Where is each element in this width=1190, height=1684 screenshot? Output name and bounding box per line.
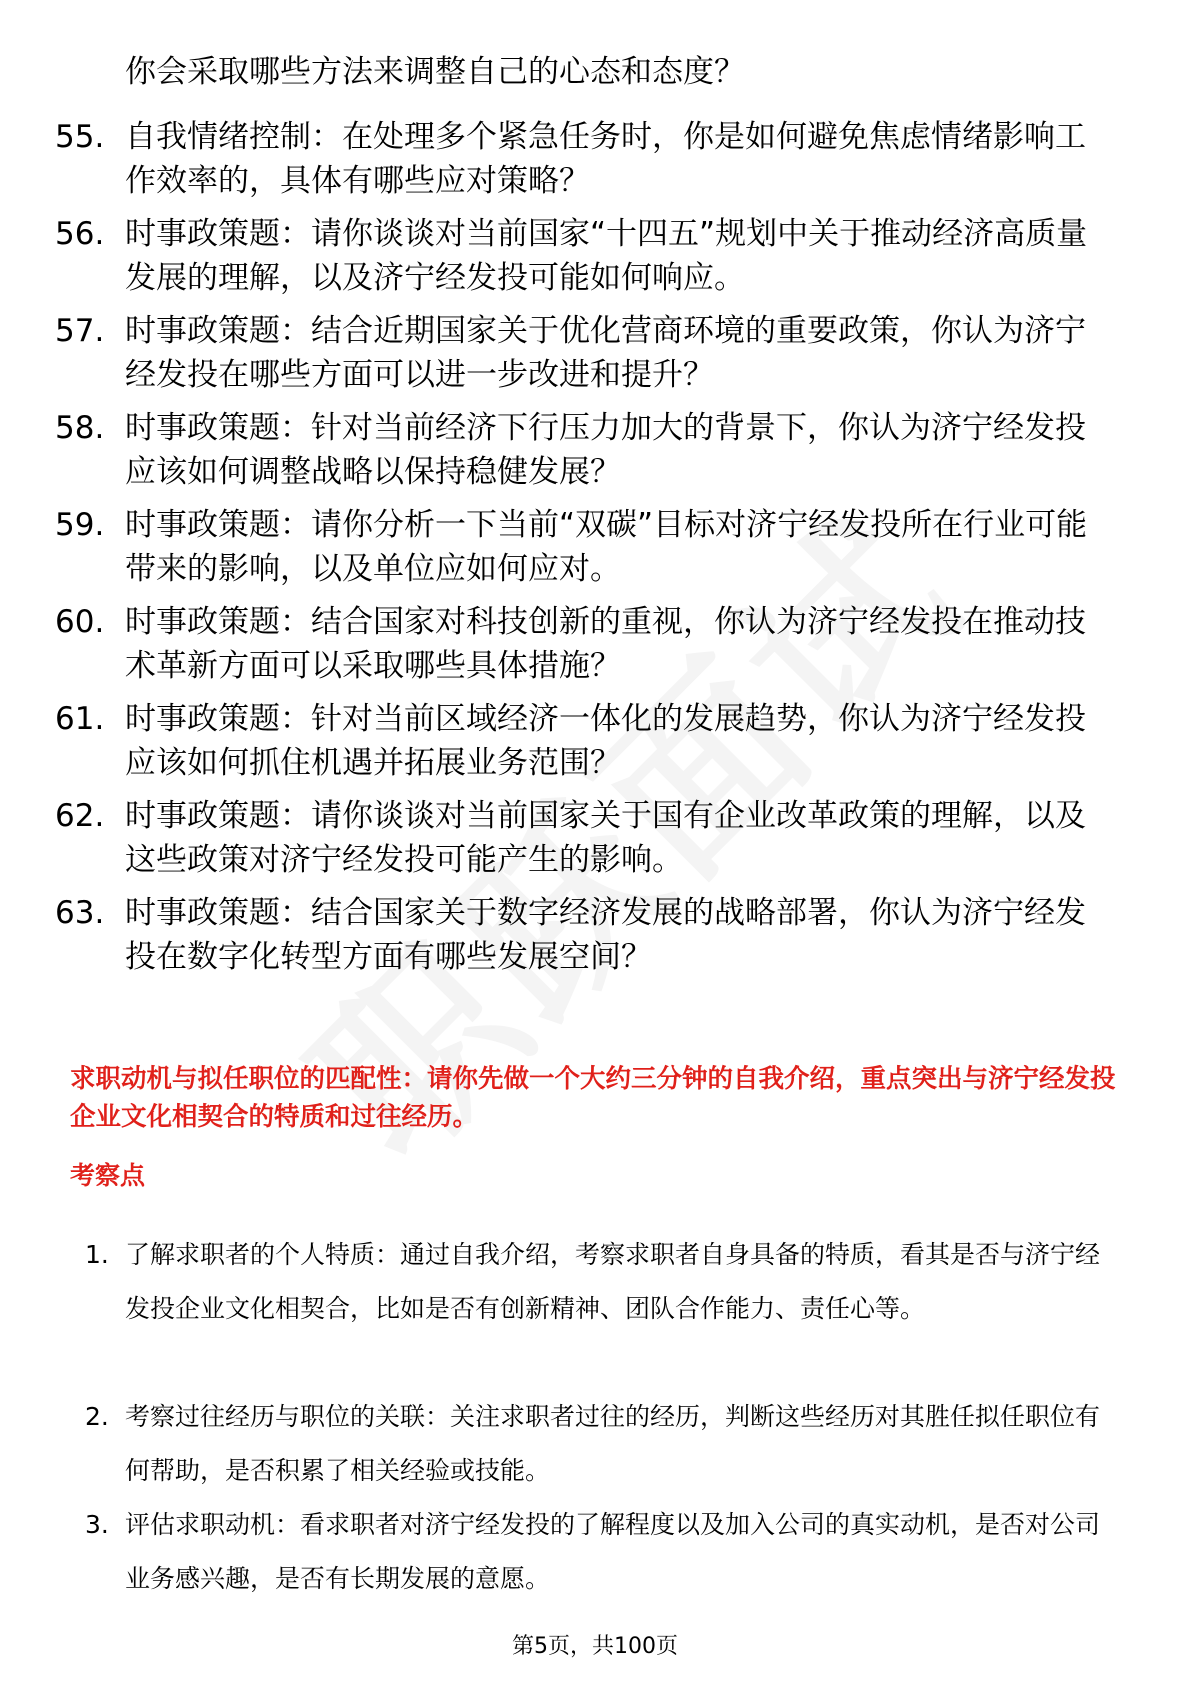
question-number: 63. <box>55 895 105 931</box>
question-item <box>0 794 1190 891</box>
point-number: 3. <box>85 1510 109 1539</box>
assessment-points-list <box>0 1228 1190 1606</box>
question-text: 时事政策题：请你谈谈对当前国家“十四五”规划中关于推动经济高质量发展的理解，以及济宁经发投可能如何响应。 <box>125 216 1088 296</box>
assessment-point <box>0 1498 1190 1606</box>
question-number: 56. <box>55 216 105 252</box>
question-text: 时事政策题：针对当前区域经济一体化的发展趋势，你认为济宁经发投应该如何抓住机遇并拓展业务范围？ <box>125 701 1086 781</box>
point-text: 了解求职者的个人特质：通过自我介绍，考察求职者自身具备的特质，看其是否与济宁经发投企业文化相契合，比如是否有创新精神、团队合作能力、责任心等。 <box>125 1240 1101 1323</box>
assessment-point <box>0 1228 1190 1390</box>
highlight-question: 求职动机与拟任职位的匹配性：请你先做一个大约三分钟的自我介绍，重点突出与济宁经发投企业文化相契合的特质和过往经历。 <box>70 1064 1116 1132</box>
question-list <box>0 115 1190 988</box>
question-item <box>0 891 1190 988</box>
question-text: 时事政策题：结合国家对科技创新的重视，你认为济宁经发投在推动技术革新方面可以采取哪些具体措施？ <box>125 604 1086 684</box>
question-number: 55. <box>55 119 105 155</box>
question-item <box>0 406 1190 503</box>
point-number: 1. <box>85 1240 109 1269</box>
point-text: 评估求职动机：看求职者对济宁经发投的了解程度以及加入公司的真实动机，是否对公司业务感兴趣，是否有长期发展的意愿。 <box>125 1510 1101 1593</box>
question-text: 时事政策题：结合近期国家关于优化营商环境的重要政策，你认为济宁经发投在哪些方面可以进一步改进和提升？ <box>125 313 1086 393</box>
question-item <box>0 309 1190 406</box>
question-text: 自我情绪控制：在处理多个紧急任务时，你是如何避免焦虑情绪影响工作效率的，具体有哪些应对策略？ <box>125 119 1086 199</box>
point-number: 2. <box>85 1402 109 1431</box>
question-text: 时事政策题：请你分析一下当前“双碳”目标对济宁经发投所在行业可能带来的影响，以及单位应如何应对。 <box>125 507 1088 587</box>
question-item <box>0 115 1190 212</box>
question-number: 62. <box>55 798 105 834</box>
assessment-point <box>0 1390 1190 1498</box>
question-item <box>0 600 1190 697</box>
question-number: 58. <box>55 410 105 446</box>
section-heading: 考察点 <box>70 1161 146 1190</box>
page-footer: 第5页，共100页 <box>512 1634 678 1659</box>
question-continuation: 你会采取哪些方法来调整自己的心态和态度？ <box>125 54 745 90</box>
question-text: 时事政策题：请你谈谈对当前国家关于国有企业改革政策的理解，以及这些政策对济宁经发投可能产生的影响。 <box>125 798 1086 878</box>
question-number: 59. <box>55 507 105 543</box>
question-number: 57. <box>55 313 105 349</box>
question-text: 时事政策题：针对当前经济下行压力加大的背景下，你认为济宁经发投应该如何调整战略以保持稳健发展？ <box>125 410 1086 490</box>
question-item <box>0 212 1190 309</box>
question-number: 60. <box>55 604 105 640</box>
question-item <box>0 503 1190 600</box>
point-text: 考察过往经历与职位的关联：关注求职者过往的经历，判断这些经历对其胜任拟任职位有何帮助，是否积累了相关经验或技能。 <box>125 1402 1101 1485</box>
question-text: 时事政策题：结合国家关于数字经济发展的战略部署，你认为济宁经发投在数字化转型方面有哪些发展空间？ <box>125 895 1086 975</box>
question-number: 61. <box>55 701 105 737</box>
question-item <box>0 697 1190 794</box>
